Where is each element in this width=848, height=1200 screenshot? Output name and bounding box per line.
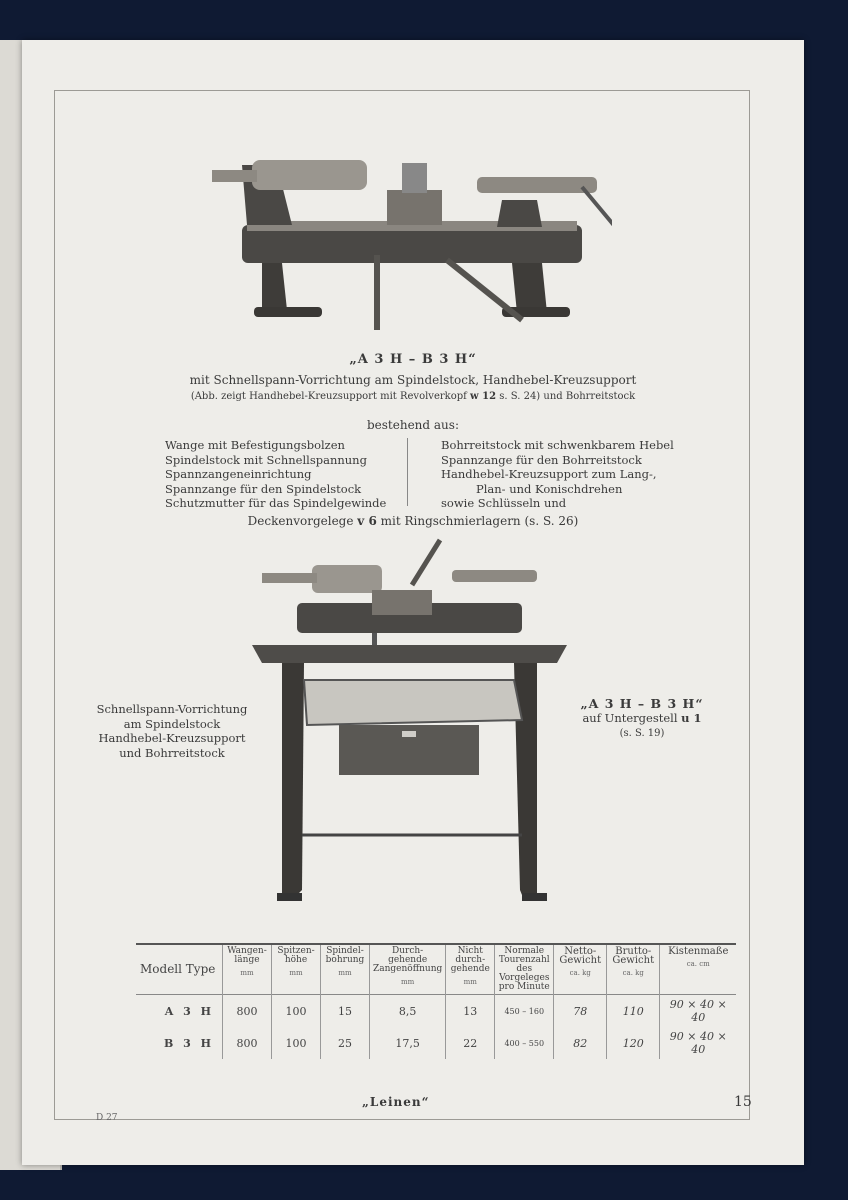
list-item: Spannzangeneinrichtung [165, 467, 312, 481]
caption-left: Schnellspann-Vorrichtung am Spindelstock Handhebel-Kreuzsupport und Bohrreitstock [96, 702, 248, 760]
lathe-on-stand-illustration [252, 535, 572, 907]
consisting-of-label: bestehend aus: [366, 418, 459, 432]
countershaft-line: Deckenvorgelege v 6 mit Ringschmierlagern (s. S. 26) [247, 514, 579, 528]
list-item: Bohrreitstock mit schwenkbarem Hebel [441, 438, 674, 452]
cell: 450 – 160 [495, 995, 554, 1028]
catalog-page [22, 40, 804, 1165]
cell: 120 [607, 1027, 660, 1059]
list-item: Plan- und Konischdrehen [476, 481, 623, 496]
model-title: „A 3 H – B 3 H“ [349, 352, 477, 367]
caption-right-ref: (s. S. 19) [619, 728, 665, 739]
row-model: B 3 H [163, 1036, 214, 1050]
cell: 17,5 [370, 1027, 446, 1059]
list-item: Handhebel-Kreuzsupport zum Lang-, [441, 467, 657, 481]
cell: 800 [223, 1027, 272, 1059]
list-item: sowie Schlüsseln und [441, 496, 567, 510]
col-header: Normale Tourenzahl des Vorgeleges pro Minute [495, 944, 554, 995]
parts-list-right [441, 438, 674, 511]
col-header: Durch-gehende Zangenöffnung mm [370, 944, 446, 995]
list-item: Spindelstock mit Schnellspannung [165, 452, 367, 467]
list-item: Spannzange für den Bohrreitstock [441, 452, 642, 467]
col-header: Brutto-Gewicht ca. kg [607, 944, 660, 995]
table-row [136, 995, 736, 1028]
brand-name: „Leinen“ [362, 1095, 430, 1109]
table-row [136, 1027, 736, 1059]
cell: 800 [223, 995, 272, 1028]
cell: 25 [321, 1027, 370, 1059]
col-header: Spitzen-höhe mm [272, 944, 321, 995]
cell: 8,5 [370, 995, 446, 1028]
col-header: Nicht durch-gehende mm [446, 944, 495, 995]
model-subtitle: mit Schnellspann-Vorrichtung am Spindelstock, Handhebel-Kreuzsupport [189, 373, 637, 387]
cell: 100 [272, 995, 321, 1028]
lathe-illustration [192, 135, 612, 335]
caption-right-line: auf Untergestell u 1 [582, 711, 702, 725]
caption-right [572, 696, 712, 741]
figure-note: (Abb. zeigt Handhebel-Kreuzsupport mit Revolverkopf w 12 s. S. 24) und Bohrreitstock [190, 391, 636, 402]
cell: 78 [554, 995, 607, 1028]
col-header: Wangen-länge mm [223, 944, 272, 995]
list-item: Wange mit Befestigungsbolzen [165, 438, 345, 452]
cell: 90 × 40 × 40 [660, 1027, 737, 1059]
cell: 90 × 40 × 40 [660, 995, 737, 1028]
cell: 100 [272, 1027, 321, 1059]
col-header: Spindel-bohrung mm [321, 944, 370, 995]
cell: 15 [321, 995, 370, 1028]
cell: 22 [446, 1027, 495, 1059]
page-code: D 27 [96, 1113, 118, 1123]
parts-list-left [165, 438, 386, 511]
cell: 110 [607, 995, 660, 1028]
cell: 13 [446, 995, 495, 1028]
cell: 400 – 550 [495, 1027, 554, 1059]
spec-table [136, 943, 736, 1059]
list-divider [407, 438, 408, 506]
list-item: Schutzmutter für das Spindelgewinde [165, 496, 387, 510]
list-item: Spannzange für den Spindelstock [165, 481, 362, 496]
caption-right-title: „A 3 H – B 3 H“ [580, 696, 704, 711]
col-header: Netto-Gewicht ca. kg [554, 944, 607, 995]
col-header: Kistenmaße ca. cm [660, 944, 737, 995]
row-model: A 3 H [164, 1004, 214, 1018]
table-header-row [136, 944, 736, 995]
page-number: 15 [734, 1094, 752, 1110]
cell: 82 [554, 1027, 607, 1059]
model-type-header: Modell Type [140, 962, 216, 976]
